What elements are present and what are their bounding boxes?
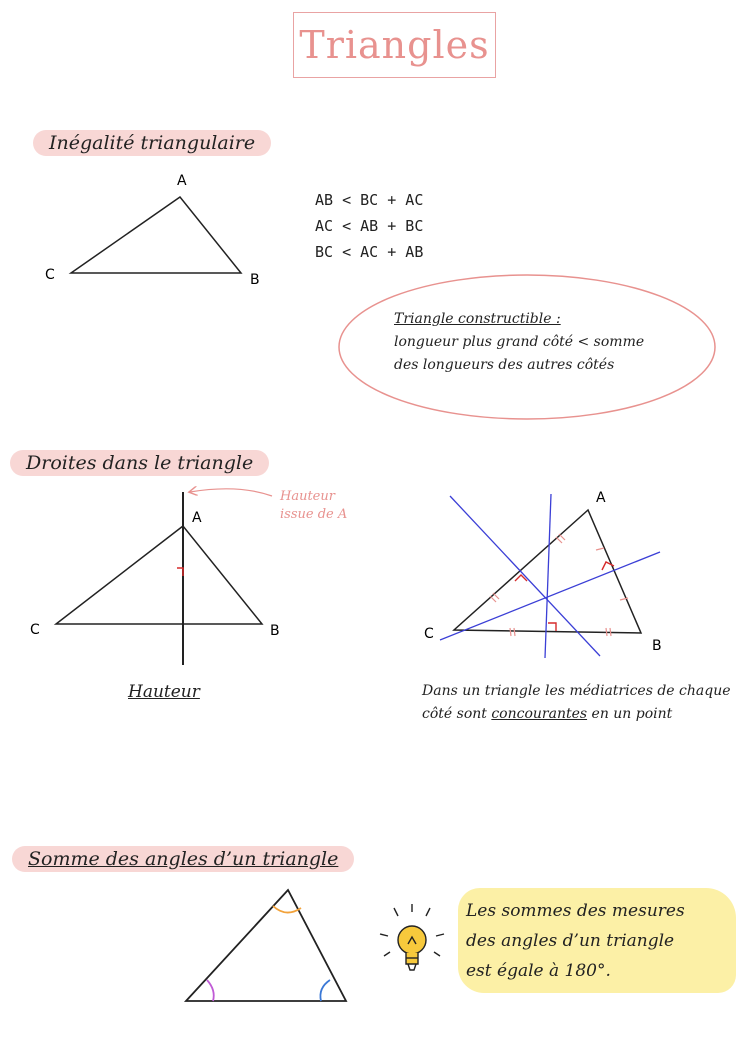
- bisector-line-cb: [545, 494, 551, 658]
- constructible-note-title: Triangle constructible :: [394, 311, 561, 327]
- constructible-note-line: des longueurs des autres côtés: [394, 357, 615, 373]
- page-title-text: Triangles: [299, 23, 490, 67]
- fact-line: Les sommes des mesures: [466, 901, 685, 921]
- vertex-label-c: C: [30, 622, 40, 638]
- section-heading-angles: [12, 846, 354, 872]
- bisectors-text-start: Dans un triangle les médiatrices de chaque côté sont: [422, 683, 731, 722]
- bisectors-text-emphasis: concourantes: [491, 706, 588, 722]
- section-heading-inequality: [33, 130, 271, 156]
- triangle-abc: [71, 197, 241, 273]
- triangle-inequality-figure: [0, 160, 300, 300]
- vertex-label-a: A: [192, 510, 202, 526]
- section-heading-lines-text: Droites dans le triangle: [26, 452, 254, 474]
- page-title: [293, 12, 496, 78]
- angles-figure: [170, 880, 370, 1010]
- equal-length-marks: [490, 534, 628, 636]
- fact-line: des angles d’un triangle: [466, 931, 675, 951]
- angle-arc-left: [207, 980, 214, 1001]
- inequality-item: AC < AB + BC: [315, 217, 424, 235]
- vertex-label-c: C: [424, 626, 434, 642]
- fact-text: [466, 896, 736, 986]
- section-heading-angles-text: Somme des angles d’un triangle: [28, 848, 339, 870]
- section-heading-inequality-text: Inégalité triangulaire: [49, 132, 256, 154]
- bisector-line-ab: [440, 552, 660, 640]
- vertex-label-c: C: [45, 267, 55, 283]
- angle-arc-right: [320, 980, 330, 1001]
- height-annotation: [280, 488, 347, 524]
- section-heading-lines: [10, 450, 269, 476]
- inequality-item: AB < BC + AC: [315, 191, 424, 209]
- vertex-label-b: B: [250, 272, 260, 288]
- inequality-item: BC < AC + AB: [315, 243, 424, 261]
- constructible-note-line: longueur plus grand côté < somme: [394, 334, 645, 350]
- vertex-label-a: A: [596, 490, 606, 506]
- vertex-label-b: B: [652, 638, 662, 654]
- height-annotation-line: issue de A: [280, 507, 348, 522]
- height-caption: Hauteur: [128, 682, 200, 702]
- inequality-list: [315, 187, 423, 265]
- bisectors-figure: [410, 480, 680, 665]
- right-angle-mark: [548, 623, 556, 631]
- vertex-label-a: A: [177, 173, 187, 189]
- height-annotation-line: Hauteur: [280, 489, 335, 504]
- lightbulb-icon: [372, 904, 456, 982]
- bisectors-text: [422, 680, 742, 726]
- triangle-abc-height: [56, 526, 262, 624]
- vertex-label-b: B: [270, 623, 280, 639]
- fact-line: est égale à 180°.: [466, 961, 611, 981]
- constructible-note: [394, 308, 704, 377]
- bisectors-text-end: en un point: [587, 706, 673, 722]
- height-annotation-arrow: [190, 489, 272, 496]
